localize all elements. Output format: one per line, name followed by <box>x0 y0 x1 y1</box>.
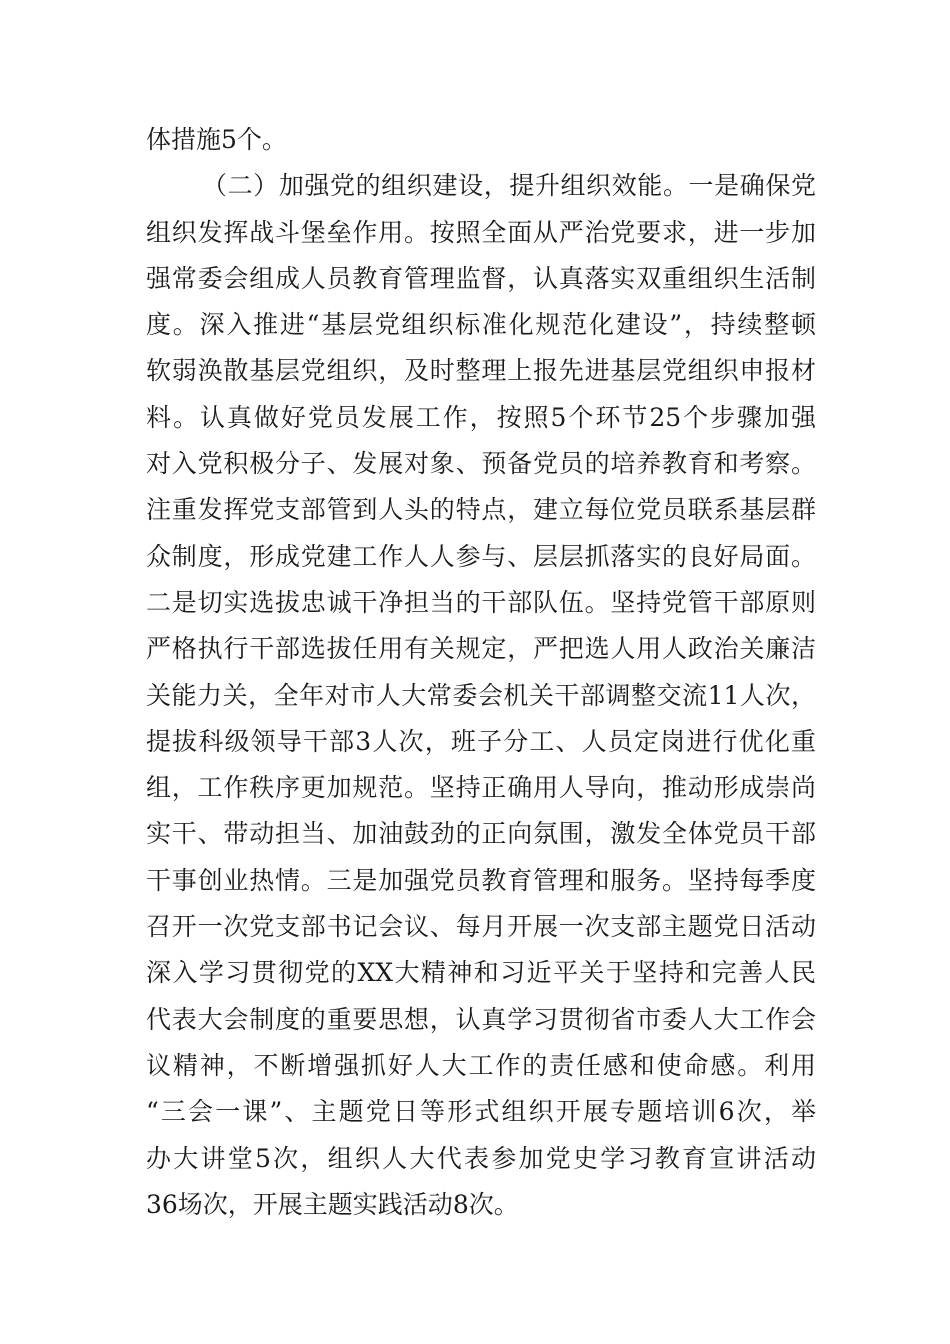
text-line: 关能力关，全年对市人大常委会机关干部调整交流11人次， <box>146 680 816 710</box>
text-line: 对入党积极分子、发展对象、预备党员的培养教育和考察。 <box>146 449 816 479</box>
text-line: 深入学习贯彻党的XX大精神和习近平关于坚持和完善人民 <box>146 958 816 988</box>
text-line: 实干、带动担当、加油鼓劲的正向氛围，激发全体党员干部 <box>146 819 816 849</box>
body-text <box>146 117 816 1228</box>
text-line: 干事创业热情。三是加强党员教育管理和服务。坚持每季度 <box>146 865 816 895</box>
text-line: 软弱涣散基层党组织，及时整理上报先进基层党组织申报材 <box>146 356 816 386</box>
text-line: 强常委会组成人员教育管理监督，认真落实双重组织生活制 <box>146 263 816 293</box>
text-line: 提拔科级领导干部3人次，班子分工、人员定岗进行优化重 <box>146 726 816 756</box>
text-line: 注重发挥党支部管到人头的特点，建立每位党员联系基层群 <box>146 495 816 525</box>
text-line: 召开一次党支部书记会议、每月开展一次支部主题党日活动 <box>146 912 816 942</box>
text-line: 组，工作秩序更加规范。坚持正确用人导向，推动形成崇尚 <box>146 773 816 803</box>
text-line: 度。深入推进“基层党组织标准化规范化建设”，持续整顿 <box>146 310 816 340</box>
text-line: 众制度，形成党建工作人人参与、层层抓落实的良好局面。 <box>146 541 816 571</box>
text-line: 36场次，开展主题实践活动8次。 <box>146 1189 519 1219</box>
text-line: 组织发挥战斗堡垒作用。按照全面从严治党要求，进一步加 <box>146 217 816 247</box>
text-line: 代表大会制度的重要思想，认真学习贯彻省市委人大工作会 <box>146 1004 816 1034</box>
text-line: 二是切实选拔忠诚干净担当的干部队伍。坚持党管干部原则 <box>146 587 816 617</box>
text-line: 体措施5个。 <box>146 125 287 154</box>
text-line: 严格执行干部选拔任用有关规定，严把选人用人政治关廉洁 <box>146 634 816 664</box>
text-line: （二）加强党的组织建设，提升组织效能。一是确保党 <box>202 171 816 201</box>
text-line: “三会一课”、主题党日等形式组织开展专题培训6次，举 <box>146 1097 816 1127</box>
text-line: 办大讲堂5次，组织人大代表参加党史学习教育宣讲活动 <box>146 1143 816 1173</box>
text-line: 料。认真做好党员发展工作，按照5个环节25个步骤加强 <box>146 402 816 432</box>
text-line: 议精神，不断增强抓好人大工作的责任感和使命感。利用 <box>146 1050 816 1080</box>
